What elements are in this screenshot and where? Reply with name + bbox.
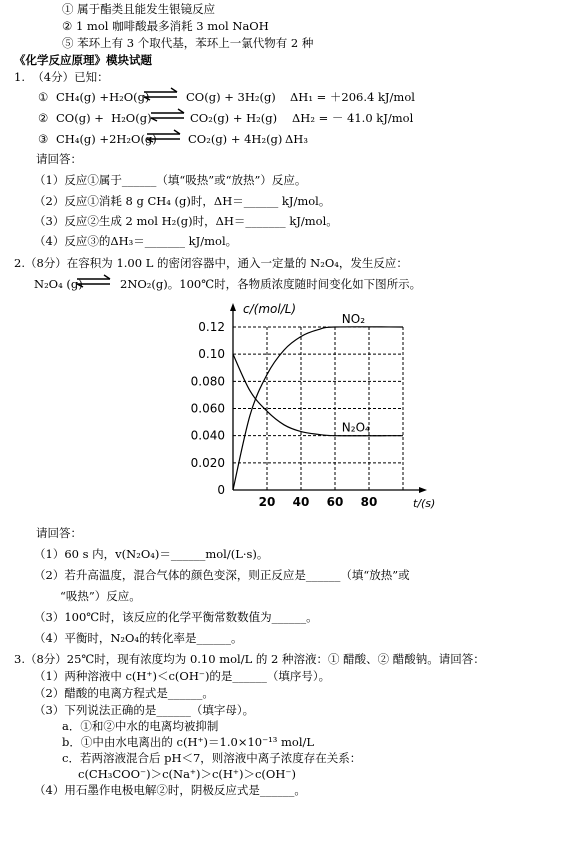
q1-r1-right: CO(g) + 3H₂(g)	[186, 90, 276, 104]
q1-head: 1. （4分）已知：	[14, 70, 109, 84]
q1-r3-left: CH₄(g) +2H₂O(g)	[56, 132, 157, 146]
q2-reaction-right: 2NO₂(g)。100℃时，各物质浓度随时间变化如下图所示。	[120, 277, 422, 291]
q2-sub-2: （2）若升高温度，混合气体的颜色变深，则正反应是______（填“放热”或	[34, 568, 410, 582]
x-tick-label: 60	[326, 495, 344, 509]
y-tick-label: 0.080	[190, 374, 225, 389]
equilibrium-arrow-icon	[150, 108, 186, 122]
equilibrium-arrow-icon	[143, 87, 179, 101]
y-tick-label: 0.060	[190, 401, 225, 416]
q1-sub-1: （1）反应①属于______（填“吸热”或“放热”）反应。	[34, 173, 307, 187]
q1-r2-right: CO₂(g) + H₂(g)	[190, 111, 278, 125]
q2-head: 2.（8分）在容积为 1.00 L 的密闭容器中，通入一定量的 N₂O₄，发生反应：	[14, 256, 408, 270]
q2-sub-2-cont: “吸热”）反应。	[60, 589, 141, 603]
series-label-n2o4: N₂O₄	[341, 420, 370, 435]
q1-r3-num: ③	[38, 132, 49, 146]
q1-r2-left: CO(g) + H₂O(g)	[56, 111, 152, 125]
y-tick-label: 0.020	[190, 455, 225, 470]
y-tick-label: 0	[217, 483, 225, 497]
q1-sub-4: （4）反应③的ΔH₃＝_______ kJ/mol。	[34, 234, 238, 248]
section-title: 《化学反应原理》模块试题	[14, 53, 152, 67]
q3-head: 3.（8分）25℃时，现有浓度均为 0.10 mol/L 的 2 种溶液：① 醋酸、② 醋酸钠。请回答：	[14, 652, 485, 666]
y-tick-label: 0.040	[190, 428, 225, 443]
q1-r3-right: CO₂(g) + 4H₂(g)	[188, 132, 283, 146]
q1-r2-dh: ΔH₂ = － 41.0 kJ/mol	[292, 111, 414, 125]
equilibrium-arrow-icon	[76, 274, 112, 288]
x-axis-label: t/(s)	[413, 497, 436, 510]
q3-option-c-relation: c(CH₃COO⁻)＞c(Na⁺)＞c(H⁺)＞c(OH⁻)	[78, 767, 296, 781]
equilibrium-arrow-icon	[146, 129, 182, 143]
x-tick-label: 40	[292, 495, 310, 509]
top-item-2: ② 1 mol 咖啡酸最多消耗 3 mol NaOH	[62, 19, 269, 33]
series-label-no2: NO₂	[341, 312, 366, 326]
q2-reaction-left: N₂O₄ (g)	[34, 277, 83, 291]
q3-sub-2: （2）醋酸的电离方程式是______。	[34, 686, 214, 700]
x-tick-label: 80	[360, 495, 378, 509]
x-axis-arrow-icon	[419, 487, 427, 493]
q2-sub-3: （3）100℃时，该反应的化学平衡常数数值为______。	[34, 610, 318, 624]
q3-sub-3: （3）下列说法正确的是______（填字母）。	[34, 703, 255, 717]
series-line-n2o4	[233, 354, 403, 436]
x-tick-label: 20	[258, 495, 276, 509]
q2-sub-1: （1）60 s 内，v(N₂O₄)＝______mol/(L·s)。	[34, 547, 269, 561]
q1-r1-dh: ΔH₁ = ＋206.4 kJ/mol	[290, 90, 415, 104]
top-item-1: ① 属于酯类且能发生银镜反应	[62, 2, 216, 16]
y-tick-label: 0.10	[198, 347, 225, 362]
q1-r1-left: CH₄(g) +H₂O(g)	[56, 90, 150, 104]
q1-prompt: 请回答：	[36, 152, 82, 166]
q1-r2-num: ②	[38, 111, 49, 125]
q3-option-c: c．若两溶液混合后 pH＜7，则溶液中离子浓度存在关系：	[62, 751, 362, 765]
y-tick-label: 0.12	[198, 320, 225, 334]
q1-sub-2: （2）反应①消耗 8 g CH₄ (g)时，ΔH＝______ kJ/mol。	[34, 194, 331, 208]
q1-sub-3: （3）反应②生成 2 mol H₂(g)时，ΔH＝_______ kJ/mol。	[34, 214, 338, 228]
y-axis-arrow-icon	[230, 303, 236, 311]
q2-prompt: 请回答：	[36, 526, 82, 540]
y-axis-label: c/(mol/L)	[243, 302, 297, 316]
q3-option-b: b．①中由水电离出的 c(H⁺)＝1.0×10⁻¹³ mol/L	[62, 735, 315, 749]
q3-sub-1: （1）两种溶液中 c(H⁺)＜c(OH⁻)的是______（填序号）。	[34, 669, 331, 683]
top-item-3: ⑤ 苯环上有 3 个取代基，苯环上一氯代物有 2 种	[62, 36, 314, 50]
concentration-time-chart	[175, 300, 440, 515]
q3-sub-4: （4）用石墨作电极电解②时，阴极反应式是______。	[34, 783, 306, 797]
q2-sub-4: （4）平衡时，N₂O₄的转化率是______。	[34, 631, 243, 645]
q1-r3-dh: ΔH₃	[285, 132, 308, 146]
q3-option-a: a．①和②中水的电离均被抑制	[62, 719, 219, 733]
q1-r1-num: ①	[38, 90, 49, 104]
